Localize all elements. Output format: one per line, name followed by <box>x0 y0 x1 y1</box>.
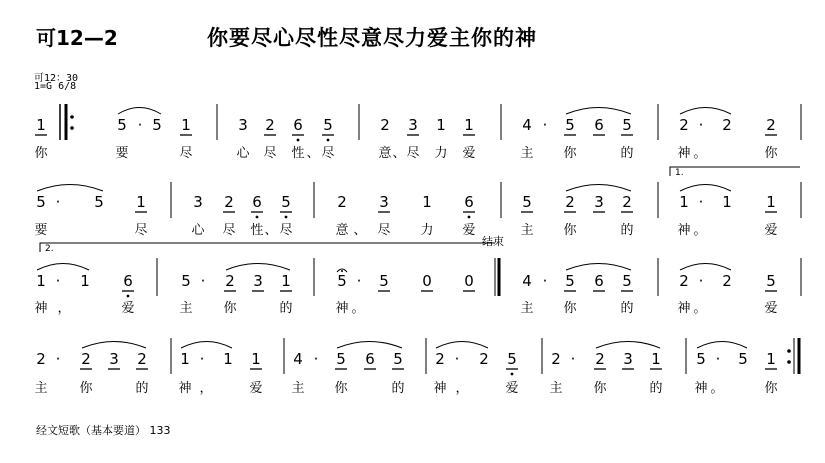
note: 2 <box>435 350 445 368</box>
tie-arc <box>680 264 731 271</box>
note: 4 <box>522 116 532 134</box>
lyric: 、 <box>353 223 367 238</box>
tie-arc <box>680 108 731 115</box>
octave-dot-low <box>511 373 514 376</box>
note: 5 <box>565 116 575 134</box>
note: 2 <box>722 272 732 290</box>
lyric: 意 <box>378 146 392 161</box>
lyric: 心 <box>236 146 250 161</box>
lyric: 你 <box>563 146 577 161</box>
lyric: 的 <box>620 223 634 238</box>
lyric: ， <box>199 381 213 396</box>
note: 1 <box>251 350 261 368</box>
tie-arc <box>596 342 660 349</box>
note: 2 <box>565 193 575 211</box>
note: 2 <box>81 350 91 368</box>
note: 5 <box>622 272 632 290</box>
note: 5 <box>36 193 46 211</box>
note: 5 <box>379 272 389 290</box>
note: · <box>570 350 576 368</box>
lyric: 神 <box>677 301 691 316</box>
lyric: 意 <box>335 223 349 238</box>
tie-arc <box>697 342 747 349</box>
note: 5 <box>281 193 291 211</box>
system-1 <box>34 116 778 161</box>
system-2 <box>34 193 777 238</box>
lyric: 。 <box>710 381 724 396</box>
note: 5 <box>622 116 632 134</box>
note: · <box>313 350 319 368</box>
lyric: 神 <box>677 223 691 238</box>
footer-caption: 经文短歌（基本要道） 133 <box>36 424 171 437</box>
tie-arc <box>37 264 89 271</box>
note: · <box>542 272 548 290</box>
note: 1 <box>180 350 190 368</box>
note: 6 <box>293 116 303 134</box>
note: · <box>137 116 143 134</box>
note: 1 <box>36 116 46 134</box>
note: 5 <box>323 116 333 134</box>
tie-arc <box>566 264 631 271</box>
system-3 <box>34 269 777 316</box>
lyric: 你 <box>593 381 607 396</box>
tie-arc <box>118 108 161 115</box>
lyric: 爱 <box>505 381 519 396</box>
lyric: 力 <box>420 223 434 238</box>
end-marker: 结束 <box>482 235 504 248</box>
note: 1 <box>651 350 661 368</box>
note: 5 <box>696 350 706 368</box>
scripture-reference: 可12：30 <box>34 73 79 84</box>
note: 1 <box>36 272 46 290</box>
lyric: 你 <box>563 301 577 316</box>
note: 2 <box>137 350 147 368</box>
note: · <box>698 272 704 290</box>
octave-dot-low <box>468 216 471 219</box>
note: 3 <box>379 193 389 211</box>
systems <box>34 116 778 396</box>
lyric: 神 <box>34 301 48 316</box>
note: 5 <box>522 193 532 211</box>
note: 4 <box>522 272 532 290</box>
system-4 <box>34 350 778 396</box>
lyric: 尽 <box>377 223 391 238</box>
note: 2 <box>224 193 234 211</box>
repeat-dot <box>787 349 791 353</box>
bar-lines <box>60 104 801 374</box>
lyric: 的 <box>279 301 293 316</box>
note: 6 <box>594 116 604 134</box>
tie-arc <box>680 185 731 192</box>
note: 2 <box>679 116 689 134</box>
note: 2 <box>265 116 275 134</box>
lyric: 你 <box>34 146 48 161</box>
song-number: 可12—2 <box>36 26 118 50</box>
note: 3 <box>623 350 633 368</box>
lyric: 你 <box>764 381 778 396</box>
note: · <box>698 193 704 211</box>
lyric: 、 <box>264 223 278 238</box>
tie-arc <box>37 185 103 192</box>
volta-2-label: 2. <box>45 244 54 254</box>
lyric: 的 <box>620 301 634 316</box>
note: 6 <box>123 272 133 290</box>
lyric: 尽 <box>279 223 293 238</box>
tie-arc <box>181 342 232 349</box>
note: · <box>542 116 548 134</box>
tie-arc <box>436 342 488 349</box>
lyric: 你 <box>334 381 348 396</box>
lyric: 心 <box>191 223 205 238</box>
lyric: 要 <box>115 146 129 161</box>
octave-dot-low <box>327 139 330 142</box>
note: 5 <box>152 116 162 134</box>
lyric: 、 <box>306 146 320 161</box>
lyric: 爱 <box>764 223 778 238</box>
lyric: 神 <box>178 381 192 396</box>
note: 6 <box>365 350 375 368</box>
note: 2 <box>551 350 561 368</box>
note: 1 <box>223 350 233 368</box>
note: · <box>454 350 460 368</box>
octave-dot-low <box>297 139 300 142</box>
tie-arc <box>226 264 290 271</box>
lyric: 尽 <box>134 223 148 238</box>
song-title: 你要尽心尽性尽意尽力爱主你的神 <box>207 26 537 50</box>
note: 6 <box>252 193 262 211</box>
note: 2 <box>337 193 347 211</box>
note: 2 <box>380 116 390 134</box>
repeat-dot <box>787 360 791 364</box>
octave-dot-low <box>256 216 259 219</box>
note: 5 <box>507 350 517 368</box>
lyric: 的 <box>391 381 405 396</box>
note: 3 <box>109 350 119 368</box>
note: 2 <box>479 350 489 368</box>
lyric: 主 <box>291 381 305 396</box>
lyric: 神 <box>335 301 349 316</box>
note: 1 <box>679 193 689 211</box>
note: · <box>698 116 704 134</box>
lyric: 。 <box>693 301 707 316</box>
note: 6 <box>464 193 474 211</box>
note: 3 <box>193 193 203 211</box>
lyric: 你 <box>223 301 237 316</box>
lyric: 。 <box>693 146 707 161</box>
note: 5 <box>565 272 575 290</box>
volta-2-bracket <box>40 243 495 252</box>
lyric: 要 <box>34 223 48 238</box>
note: 0 <box>422 272 432 290</box>
lyric: ， <box>57 301 71 316</box>
lyric: 爱 <box>462 146 476 161</box>
note: · <box>55 350 61 368</box>
lyric: 主 <box>34 381 48 396</box>
note: 2 <box>766 116 776 134</box>
lyric: 。 <box>693 223 707 238</box>
lyric: 你 <box>79 381 93 396</box>
lyric: 主 <box>520 223 534 238</box>
note: 0 <box>464 272 474 290</box>
tie-arc <box>566 108 631 115</box>
lyric: 力 <box>434 146 448 161</box>
note: · <box>200 272 206 290</box>
lyric: 尽 <box>179 146 193 161</box>
lyric: 主 <box>549 381 563 396</box>
lyric: 神 <box>433 381 447 396</box>
note: 2 <box>36 350 46 368</box>
tie-arc <box>337 342 402 349</box>
note: 6 <box>594 272 604 290</box>
note: 5 <box>181 272 191 290</box>
note: 5 <box>117 116 127 134</box>
lyric: ， <box>455 381 469 396</box>
lyric: 神 <box>694 381 708 396</box>
lyric: 的 <box>620 146 634 161</box>
lyric: 爱 <box>249 381 263 396</box>
lyric: 。 <box>351 301 365 316</box>
lyric: 的 <box>649 381 663 396</box>
repeat-dot <box>70 126 74 130</box>
note: 3 <box>238 116 248 134</box>
note: 3 <box>253 272 263 290</box>
tie-arc <box>82 342 146 349</box>
note: 1 <box>422 193 432 211</box>
volta-1-bracket <box>670 167 800 176</box>
lyric: 尽 <box>406 146 420 161</box>
note: · <box>356 272 362 290</box>
lyric: 尽 <box>263 146 277 161</box>
lyric: 尽 <box>222 223 236 238</box>
lyric: 神 <box>677 146 691 161</box>
lyric: 的 <box>135 381 149 396</box>
note: 1 <box>136 193 146 211</box>
lyric: 你 <box>764 146 778 161</box>
octave-dot-low <box>127 295 130 298</box>
volta-1-label: 1. <box>675 168 684 178</box>
note: 1 <box>281 272 291 290</box>
fermata-dot <box>341 270 343 272</box>
lyric: 爱 <box>764 301 778 316</box>
lyric: 主 <box>520 301 534 316</box>
note: · <box>55 272 61 290</box>
note: 1 <box>181 116 191 134</box>
note: 2 <box>622 193 632 211</box>
lyric: 、 <box>392 146 406 161</box>
lyric: 主 <box>520 146 534 161</box>
lyric: 尽 <box>321 146 335 161</box>
lyric: 性 <box>250 223 264 238</box>
note: 5 <box>393 350 403 368</box>
key-signature: 1=G 6/8 <box>34 81 77 92</box>
lyric: 性 <box>291 146 305 161</box>
note: · <box>55 193 61 211</box>
note: 1 <box>436 116 446 134</box>
octave-dot-low <box>285 216 288 219</box>
note: 3 <box>594 193 604 211</box>
lyric: 爱 <box>462 223 476 238</box>
note: 5 <box>738 350 748 368</box>
lyric: 你 <box>563 223 577 238</box>
note: 5 <box>766 272 776 290</box>
note: · <box>199 350 205 368</box>
note: 1 <box>722 193 732 211</box>
note: 5 <box>336 350 346 368</box>
note: 2 <box>679 272 689 290</box>
tie-arc <box>566 185 631 192</box>
note: 2 <box>595 350 605 368</box>
note: 1 <box>80 272 90 290</box>
note: · <box>715 350 721 368</box>
note: 5 <box>337 272 347 290</box>
note: 2 <box>722 116 732 134</box>
note: 1 <box>766 193 776 211</box>
note: 2 <box>225 272 235 290</box>
note: 1 <box>766 350 776 368</box>
lyric: 爱 <box>121 301 135 316</box>
note: 4 <box>293 350 303 368</box>
lyric: 主 <box>179 301 193 316</box>
repeat-dot <box>70 115 74 119</box>
note: 3 <box>408 116 418 134</box>
note: 5 <box>94 193 104 211</box>
note: 1 <box>464 116 474 134</box>
